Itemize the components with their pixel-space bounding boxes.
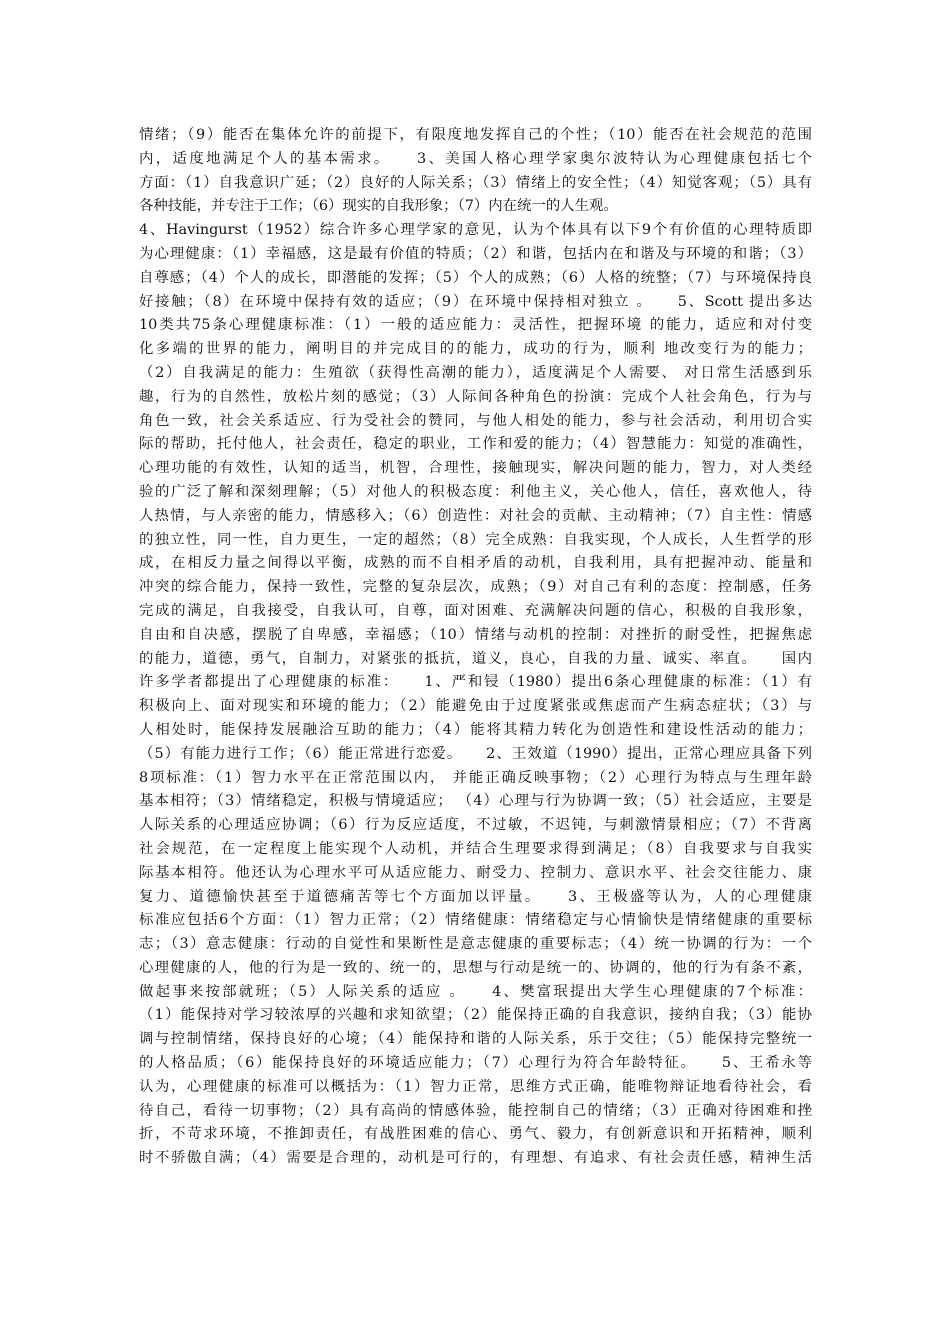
text-line: 情绪；（9）能否在集体允许的前提下，有限度地发挥自己的个性；（10）能否在社会规范的范围 — [139, 127, 812, 143]
text-line: 冲突的综合能力，保持一致性，完整的复杂层次，成熟；（9）对自己有利的态度：控制感，任务 — [139, 579, 812, 596]
text-line: 折，不苛求环境，不推卸责任，有战胜困难的信心、勇气、毅力，有创新意识和开拓精神，顺利 — [139, 1126, 812, 1143]
text-line: 8项标准：（1）智力水平在正常范围以内， 并能正确反映事物；（2）心理行为特点与生理年龄 — [139, 769, 812, 786]
text-line: （1）能保持对学习较浓厚的兴趣和求知欲望；（2）能保持正确的自我意识，接纳自我；（3）能协 — [139, 1007, 812, 1024]
text-line: 角色一致，社会关系适应、行为受社会的赞同，与他人相处的能力，参与社会活动，利用切合实 — [139, 412, 812, 429]
text-line: 10类共75条心理健康标准：（1）一般的适应能力：灵活性，把握环境 的能力，适应和对付变 — [139, 317, 812, 334]
text-line: 际基本相符。他还认为心理水平可从适应能力、耐受力、控制力、意识水平、社会交往能力、康 — [139, 864, 812, 881]
text-line: 为心理健康：（1）幸福感，这是最有价值的特质；（2）和谐，包括内在和谐及与环境的和谐；（3） — [139, 245, 812, 262]
text-line: 积极向上、面对现实和环境的能力；（2）能避免由于过度紧张或焦虑而产生病态症状；（3）与 — [139, 698, 812, 715]
text-line: 内，适度地满足个人的基本需求。 3、美国人格心理学家奥尔波特认为心理健康包括七个 — [139, 150, 812, 167]
text-line: 自由和自决感，摆脱了自卑感，幸福感；（10）情绪与动机的控制：对挫折的耐受性，把握焦虑 — [139, 626, 812, 643]
text-line: 自尊感；（4）个人的成长，即潜能的发挥；（5）个人的成熟；（6）人格的统整；（7）与环境保持良 — [139, 269, 812, 286]
text-line: 复力、道德愉快甚至于道德痛苦等七个方面加以评量。 3、王极盛等认为，人的心理健康 — [139, 888, 812, 905]
text-line: 人相处时，能保持发展融洽互助的能力；（4）能将其精力转化为创造性和建设性活动的能力； — [139, 721, 812, 738]
text-line: 的独立性，同一性，自力更生，一定的超然；（8）完全成熟：自我实现，个人成长，人生哲学的形 — [139, 531, 812, 548]
text-line: 标准应包括6个方面：（1）智力正常；（2）情绪健康：情绪稳定与心情愉快是情绪健康的重要标 — [139, 912, 812, 929]
text-line: 调与控制情绪，保持良好的心境；（4）能保持和谐的人际关系，乐于交往；（5）能保持完整统一 — [139, 1031, 812, 1048]
text-line: 许多学者都提出了心理健康的标准： 1、严和锓（1980）提出6条心理健康的标准：（1）有 — [139, 674, 812, 691]
text-line: 完成的满足，自我接受，自我认可，自尊，面对困难、充满解决问题的信心，积极的自我形象， — [139, 602, 812, 619]
text-line: 的能力，道德，勇气，自制力，对紧张的抵抗，道义，良心，自我的力量、诚实、率直。 国内 — [139, 650, 812, 667]
text-line: 方面：（1）自我意识广延；（2）良好的人际关系；（3）情绪上的安全性；（4）知觉客观；（5）具有 — [139, 174, 812, 191]
document-body-text — [139, 124, 812, 1171]
text-line: （2）自我满足的能力：生殖欲（获得性高潮的能力），适度满足个人需要、 对日常生活感到乐 — [139, 364, 812, 381]
text-line: 好接触；（8）在环境中保持有效的适应；（9）在环境中保持相对独立 。 5、Scott 提出多达 — [139, 293, 812, 310]
text-line: 验的广泛了解和深刻理解；（5）对他人的积极态度：利他主义，关心他人，信任，喜欢他人，待 — [139, 483, 812, 500]
text-line: 成，在相反力量之间得以平衡，成熟的而不自相矛盾的动机，自我利用，具有把握冲动、能量和 — [139, 555, 812, 572]
text-line: （5）有能力进行工作；（6）能正常进行恋爱。 2、王效道（1990）提出，正常心理应具备下列 — [139, 745, 812, 762]
text-line: 心理健康的人，他的行为是一致的、统一的，思想与行动是统一的、协调的，他的行为有条不紊， — [139, 959, 812, 976]
text-line: 时不骄傲自满；（4）需要是合理的，动机是可行的，有理想、有追求、有社会责任感，精神生活 — [139, 1150, 812, 1167]
text-line: 志；（3）意志健康：行动的自觉性和果断性是意志健康的重要标志；（4）统一协调的行为：一个 — [139, 936, 812, 953]
text-line: 人际关系的心理适应协调；（6）行为反应适度，不过敏，不迟钝，与刺激情景相应；（7）不背离 — [139, 817, 812, 834]
text-line: 认为，心理健康的标准可以概括为：（1）智力正常，思维方式正确，能唯物辩证地看待社会，看 — [139, 1078, 812, 1095]
text-line: 际的帮助，托付他人，社会责任，稳定的职业，工作和爱的能力；（4）智慧能力：知觉的准确性， — [139, 436, 812, 453]
text-line: 社会规范，在一定程度上能实现个人动机，并结合生理要求得到满足；（8）自我要求与自我实 — [139, 840, 812, 857]
text-line: 人热情，与人亲密的能力，情感移入；（6）创造性：对社会的贡献、主动精神；（7）自主性：情感 — [139, 507, 812, 524]
text-line: 待自己，看待一切事物；（2）具有高尚的情感体验，能控制自己的情绪；（3）正确对待困难和挫 — [139, 1102, 812, 1119]
text-line: 各种技能，并专注于工作；（6）现实的自我形象；（7）内在统一的人生观。 — [139, 198, 618, 215]
text-line: 心理功能的有效性，认知的适当，机智，合理性，接触现实，解决问题的能力，智力，对人类经 — [139, 460, 812, 477]
document-page — [139, 124, 812, 1171]
text-line: 趣，行为的自然性，放松片刻的感觉；（3）人际间各种角色的扮演：完成个人社会角色，行为与 — [139, 388, 812, 405]
text-line: 的人格品质；（6）能保持良好的环境适应能力；（7）心理行为符合年龄特征。 5、王希永等 — [139, 1055, 812, 1072]
text-line: 做起事来按部就班；（5）人际关系的适应 。 4、樊富珉提出大学生心理健康的7个标准： — [139, 983, 812, 1000]
text-line: 化多端的世界的能力，阐明目的并完成目的的能力，成功的行为，顺利 地改变行为的能力； — [139, 341, 812, 358]
text-line: 基本相符；（3）情绪稳定，积极与情境适应； （4）心理与行为协调一致；（5）社会适应，主要是 — [139, 793, 812, 810]
text-line: 4、Havingurst（1952）综合许多心理学家的意见，认为个体具有以下9个有价值的心理特质即 — [139, 222, 812, 239]
